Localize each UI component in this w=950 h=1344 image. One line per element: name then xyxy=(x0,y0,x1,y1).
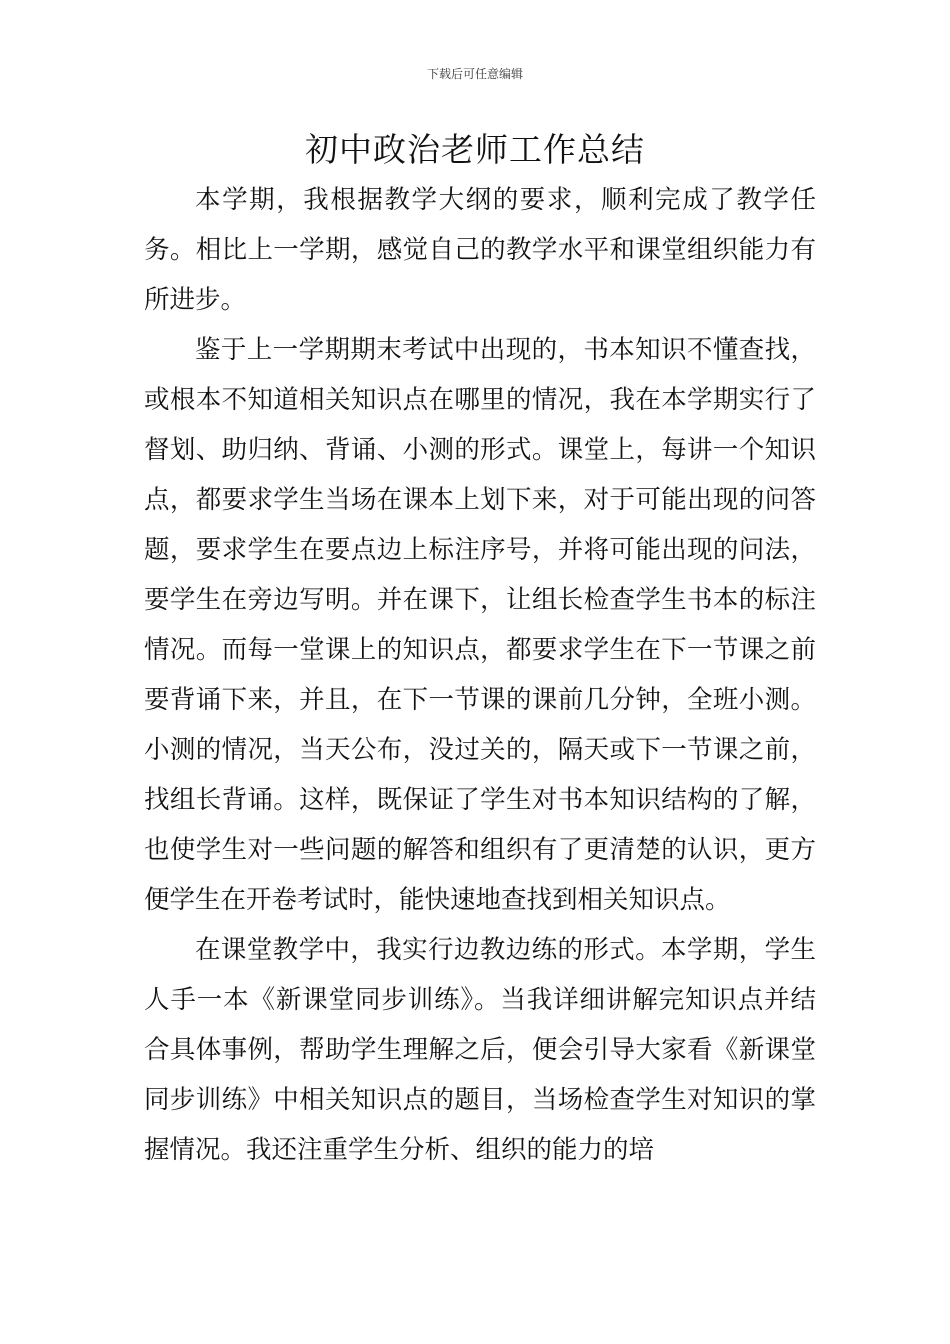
header-note: 下载后可任意编辑 xyxy=(426,67,523,81)
document-body xyxy=(144,175,816,1175)
document-title: 初中政治老师工作总结 xyxy=(305,130,645,169)
paragraph: 鉴于上一学期期末考试中出现的，书本知识不懂查找，或根本不知道相关知识点在哪里的情况，我在本学期实行了督划、助归纳、背诵、小测的形式。课堂上，每讲一个知识点，都要求学生当场在课本上划下来，对于可能出现的问答题，要求学生在要点边上标注序号，并将可能出现的问法，要学生在旁边写明。并在课下，让组长检查学生书本的标注情况。而每一堂课上的知识点，都要求学生在下一节课之前要背诵下来，并且，在下一节课的课前几分钟，全班小测。小测的情况，当天公布，没过关的，隔天或下一节课之前，找组长背诵。这样，既保证了学生对书本知识结构的了解，也使学生对一些问题的解答和组织有了更清楚的认识，更方便学生在开卷考试时，能快速地查找到相关知识点。 xyxy=(144,335,816,915)
paragraph: 本学期，我根据教学大纲的要求，顺利完成了教学任务。相比上一学期，感觉自己的教学水平和课堂组织能力有所进步。 xyxy=(144,185,816,315)
paragraph: 在课堂教学中，我实行边教边练的形式。本学期，学生人手一本《新课堂同步训练》。当我详细讲解完知识点并结合具体事例，帮助学生理解之后，便会引导大家看《新课堂同步训练》中相关知识点的题目，当场检查学生对知识的掌握情况。我还注重学生分析、组织的能力的培 xyxy=(144,935,816,1165)
